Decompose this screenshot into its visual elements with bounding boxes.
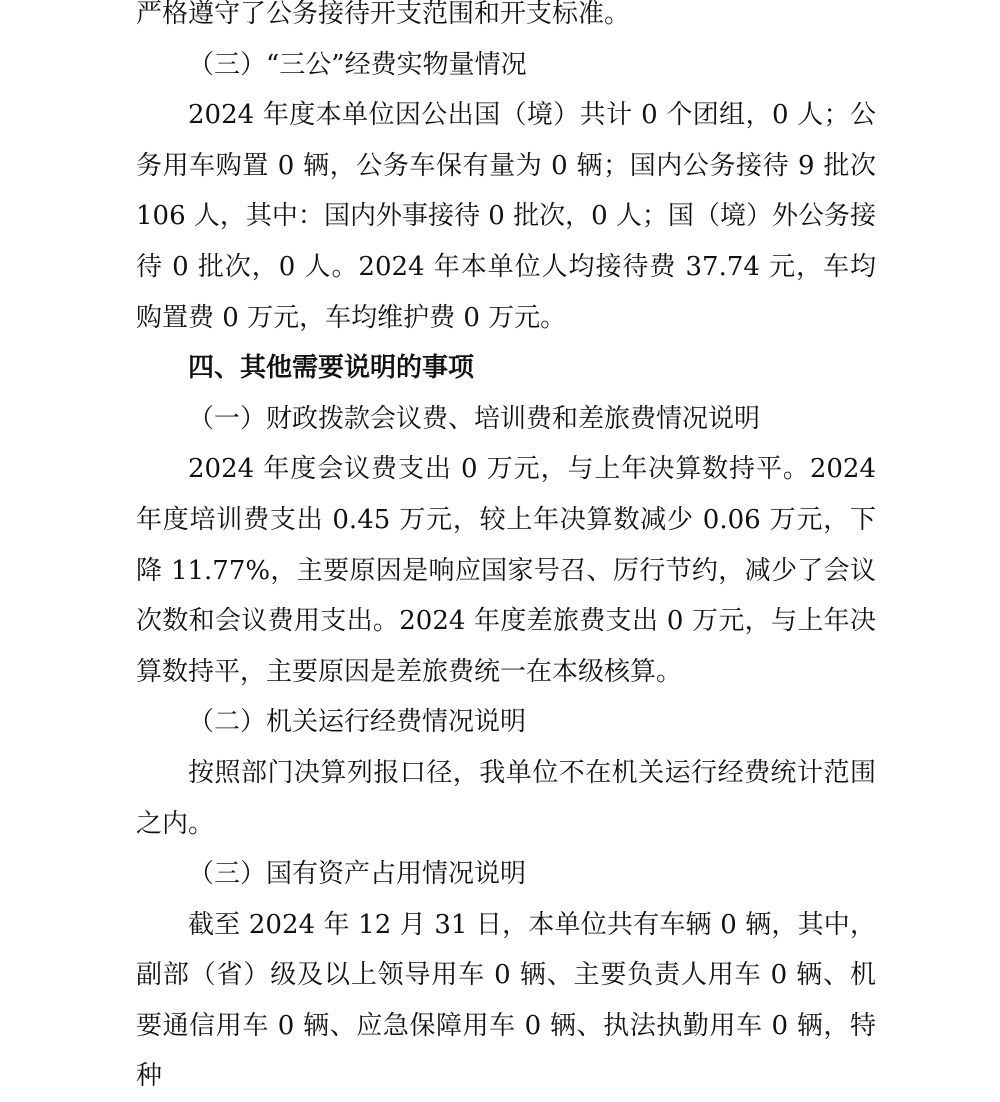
section-heading-other-matters: 四、其他需要说明的事项 bbox=[188, 353, 475, 384]
paragraph-state-assets: 截至 2024 年 12 月 31 日，本单位共有车辆 0 辆，其中，副部（省）级及以上领导用车 0 辆、主要负责人用车 0 辆、机要通信用车 0 辆、应急保障用车 0 辆、执法执勤用车 0 辆，特种 bbox=[136, 909, 876, 1092]
paragraph-continuation: 严格遵守了公务接待开支范围和开支标准。 bbox=[136, 0, 631, 29]
subheading-meeting-training-travel: （一）财政拨款会议费、培训费和差旅费情况说明 bbox=[188, 403, 761, 434]
paragraph-physical-quantity: 2024 年度本单位因公出国（境）共计 0 个团组，0 人；公务用车购置 0 辆，公务车保有量为 0 辆；国内公务接待 9 批次 106 人，其中：国内外事接待 0 批次，0 人；国（境）外公务接待 0 批次，0 人。2024 年本单位人均接待费 37.74 元，车均购置费 0 万元，车均维护费 0 万元。 bbox=[136, 100, 876, 333]
paragraph-meeting-training-travel: 2024 年度会议费支出 0 万元，与上年决算数持平。2024 年度培训费支出 0.45 万元，较上年决算数减少 0.06 万元，下降 11.77%，主要原因是响应国家号召、厉行节约，减少了会议次数和会议费用支出。2024 年度差旅费支出 0 万元，与上年决算数持平，主要原因是差旅费统一在本级核算。 bbox=[136, 454, 876, 687]
document-page bbox=[136, 0, 876, 1102]
subheading-operating-expenses: （二）机关运行经费情况说明 bbox=[188, 707, 527, 738]
subheading-three-public-physical: （三）“三公”经费实物量情况 bbox=[188, 49, 527, 80]
subheading-state-assets: （三）国有资产占用情况说明 bbox=[188, 859, 527, 890]
paragraph-operating-expenses: 按照部门决算列报口径，我单位不在机关运行经费统计范围之内。 bbox=[136, 757, 876, 839]
